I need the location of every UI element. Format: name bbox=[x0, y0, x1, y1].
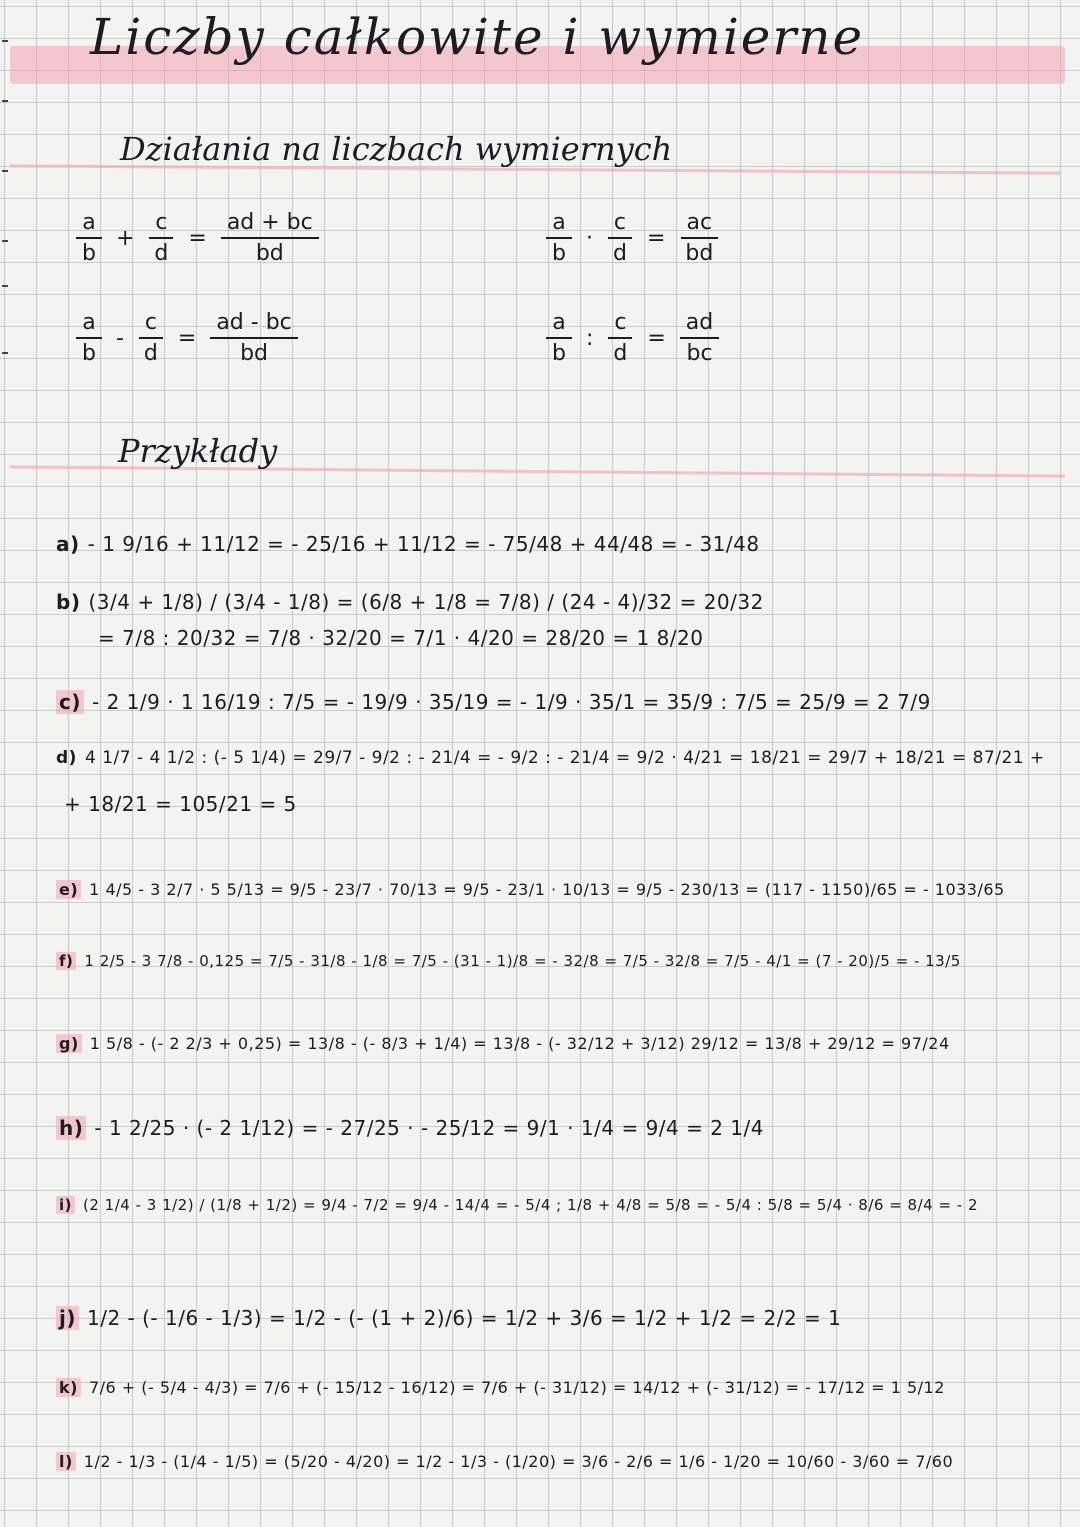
margin-mark bbox=[2, 170, 8, 172]
margin-mark bbox=[2, 240, 8, 242]
example-d: d) 4 1/7 - 4 1/2 : (- 5 1/4) = 29/7 - 9/2 : - 21/4 = - 9/2 : - 21/4 = 9/2 · 4/21 = 18/21 = 29/7 + 18/21 = 87/21 + bbox=[56, 748, 1045, 768]
example-c: c) - 2 1/9 · 1 16/19 : 7/5 = - 19/9 · 35/19 = - 1/9 · 35/1 = 35/9 : 7/5 = 25/9 = 2 7/9 bbox=[56, 690, 931, 714]
section-heading: Działania na liczbach wymiernych bbox=[120, 130, 673, 168]
example-a: a) - 1 9/16 + 11/12 = - 25/16 + 11/12 = - 75/48 + 44/48 = - 31/48 bbox=[56, 532, 760, 556]
example-f: f) 1 2/5 - 3 7/8 - 0,125 = 7/5 - 31/8 - 1/8 = 7/5 - (31 - 1)/8 = - 32/8 = 7/5 - 32/8 = 7/5 - 4/1 = (7 - 20)/5 = - 13/5 bbox=[56, 952, 961, 970]
example-j: j) 1/2 - (- 1/6 - 1/3) = 1/2 - (- (1 + 2)/6) = 1/2 + 3/6 = 1/2 + 1/2 = 2/2 = 1 bbox=[56, 1306, 841, 1330]
formula-multiplication: $\frac{a}{b}$ · $\frac{c}{d}$ = $\frac{ac}{bd}$ bbox=[540, 210, 725, 266]
formula-division: $\frac{a}{b}$ : $\frac{c}{d}$ = $\frac{ad}{bc}$ bbox=[540, 310, 725, 366]
margin-mark bbox=[2, 285, 8, 287]
example-e: e) 1 4/5 - 3 2/7 · 5 5/13 = 9/5 - 23/7 · 70/13 = 9/5 - 23/1 · 10/13 = 9/5 - 230/13 = (117 - 1150)/65 = - 1033/65 bbox=[56, 880, 1005, 899]
example-i: i) (2 1/4 - 3 1/2) / (1/8 + 1/2) = 9/4 - 7/2 = 9/4 - 14/4 = - 5/4 ; 1/8 + 4/8 = 5/8 = - 5/4 : 5/8 = 5/4 · 8/6 = 8/4 = - 2 bbox=[56, 1196, 978, 1214]
examples-heading: Przykłady bbox=[118, 432, 278, 470]
example-h: h) - 1 2/25 · (- 2 1/12) = - 27/25 · - 25/12 = 9/1 · 1/4 = 9/4 = 2 1/4 bbox=[56, 1116, 764, 1140]
example-g: g) 1 5/8 - (- 2 2/3 + 0,25) = 13/8 - (- 8/3 + 1/4) = 13/8 - (- 32/12 + 3/12) 29/12 = 13/8 + 29/12 = 97/24 bbox=[56, 1034, 950, 1053]
example-k: k) 7/6 + (- 5/4 - 4/3) = 7/6 + (- 15/12 - 16/12) = 7/6 + (- 31/12) = 14/12 + (- 31/12) = - 17/12 = 1 5/12 bbox=[56, 1378, 945, 1397]
example-b-continued: = 7/8 : 20/32 = 7/8 · 32/20 = 7/1 · 4/20 = 28/20 = 1 8/20 bbox=[98, 626, 704, 650]
page-title: Liczby całkowite i wymierne bbox=[90, 8, 865, 66]
margin-mark bbox=[2, 100, 8, 102]
margin-mark bbox=[2, 40, 8, 42]
formula-addition: $\frac{a}{b}$ + $\frac{c}{d}$ = $\frac{ad + bc}{bd}$ bbox=[70, 210, 325, 266]
example-b: b) (3/4 + 1/8) / (3/4 - 1/8) = (6/8 + 1/8 = 7/8) / (24 - 4)/32 = 20/32 bbox=[56, 590, 764, 614]
margin-mark bbox=[2, 352, 8, 354]
example-d-continued: + 18/21 = 105/21 = 5 bbox=[64, 792, 297, 816]
example-l: l) 1/2 - 1/3 - (1/4 - 1/5) = (5/20 - 4/20) = 1/2 - 1/3 - (1/20) = 3/6 - 2/6 = 1/6 - 1/20 = 10/60 - 3/60 = 7/60 bbox=[56, 1452, 953, 1471]
formula-subtraction: $\frac{a}{b}$ - $\frac{c}{d}$ = $\frac{ad - bc}{bd}$ bbox=[70, 310, 304, 366]
